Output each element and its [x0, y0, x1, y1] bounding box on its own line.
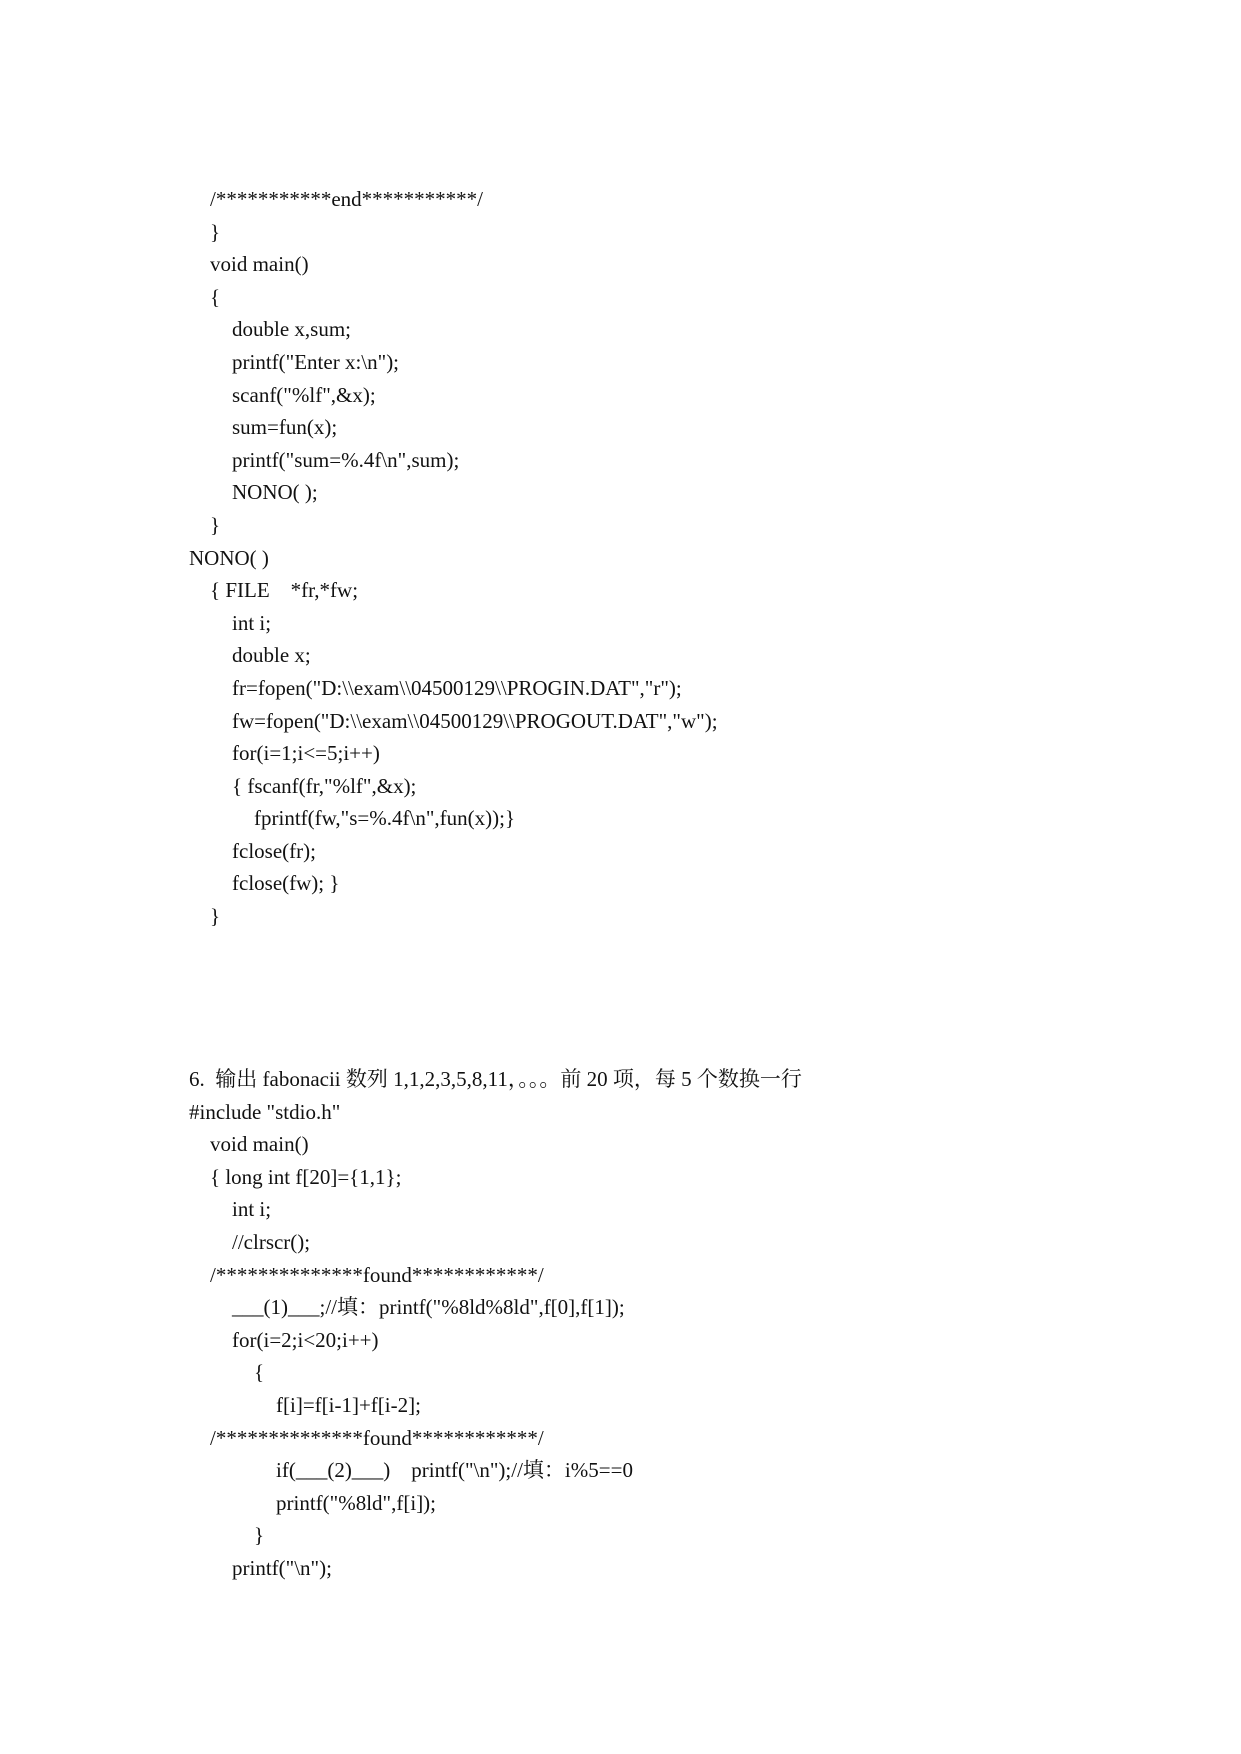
- code-line: printf("%8ld",f[i]);: [276, 1490, 437, 1515]
- code-line: }: [254, 1523, 265, 1548]
- code-line: int i;: [232, 1197, 272, 1222]
- question-title: 6. 输出 fabonacii 数列 1,1,2,3,5,8,11，。。。前 20 项，每 5 个数换一行: [189, 1067, 802, 1092]
- code-line: }: [210, 219, 221, 244]
- code-line: ___(1)___;//填：printf("%8ld%8ld",f[0],f[1]);: [232, 1295, 625, 1320]
- code-line: }: [210, 904, 221, 929]
- code-line: void main(): [210, 252, 309, 277]
- code-line: double x;: [232, 643, 311, 668]
- code-line: { long int f[20]={1,1};: [210, 1164, 402, 1189]
- code-line: printf("Enter x:\n");: [232, 349, 400, 374]
- code-line: NONO( );: [232, 480, 318, 505]
- code-line: /**************found************/: [210, 1425, 544, 1450]
- document-page: [0, 183, 1241, 1585]
- code-line: #include "stdio.h": [189, 1099, 341, 1124]
- code-line: if(___(2)___) printf("\n");//填：i%5==0: [276, 1458, 633, 1483]
- code-line: { FILE *fr,*fw;: [210, 578, 359, 603]
- code-line: fclose(fr);: [232, 838, 316, 863]
- blank-space: [0, 933, 1241, 1063]
- code-line: fr=fopen("D:\\exam\\04500129\\PROGIN.DAT","r");: [232, 675, 682, 700]
- code-line: //clrscr();: [232, 1230, 311, 1255]
- code-line: /**************found************/: [210, 1262, 544, 1287]
- code-line: {: [210, 284, 221, 309]
- question-6: [0, 1063, 1241, 1585]
- code-line: NONO( ): [189, 545, 269, 570]
- code-line: fclose(fw); }: [232, 871, 340, 896]
- code-line: f[i]=f[i-1]+f[i-2];: [276, 1392, 421, 1417]
- code-line: /***********end***********/: [210, 187, 483, 211]
- code-line: fw=fopen("D:\\exam\\04500129\\PROGOUT.DAT","w");: [232, 708, 718, 733]
- code-line: for(i=1;i<=5;i++): [232, 741, 380, 766]
- code-line: for(i=2;i<20;i++): [232, 1327, 379, 1352]
- code-line: int i;: [232, 610, 272, 635]
- code-block-1: [0, 183, 1241, 933]
- code-line: { fscanf(fr,"%lf",&x);: [232, 773, 417, 798]
- code-line: printf("\n");: [232, 1555, 332, 1580]
- code-line: fprintf(fw,"s=%.4f\n",fun(x));}: [254, 806, 516, 831]
- code-line: {: [254, 1360, 265, 1385]
- code-line: void main(): [210, 1132, 309, 1157]
- code-line: double x,sum;: [232, 317, 351, 342]
- code-line: sum=fun(x);: [232, 415, 338, 440]
- code-line: printf("sum=%.4f\n",sum);: [232, 447, 460, 472]
- code-line: }: [210, 512, 221, 537]
- code-line: scanf("%lf",&x);: [232, 382, 376, 407]
